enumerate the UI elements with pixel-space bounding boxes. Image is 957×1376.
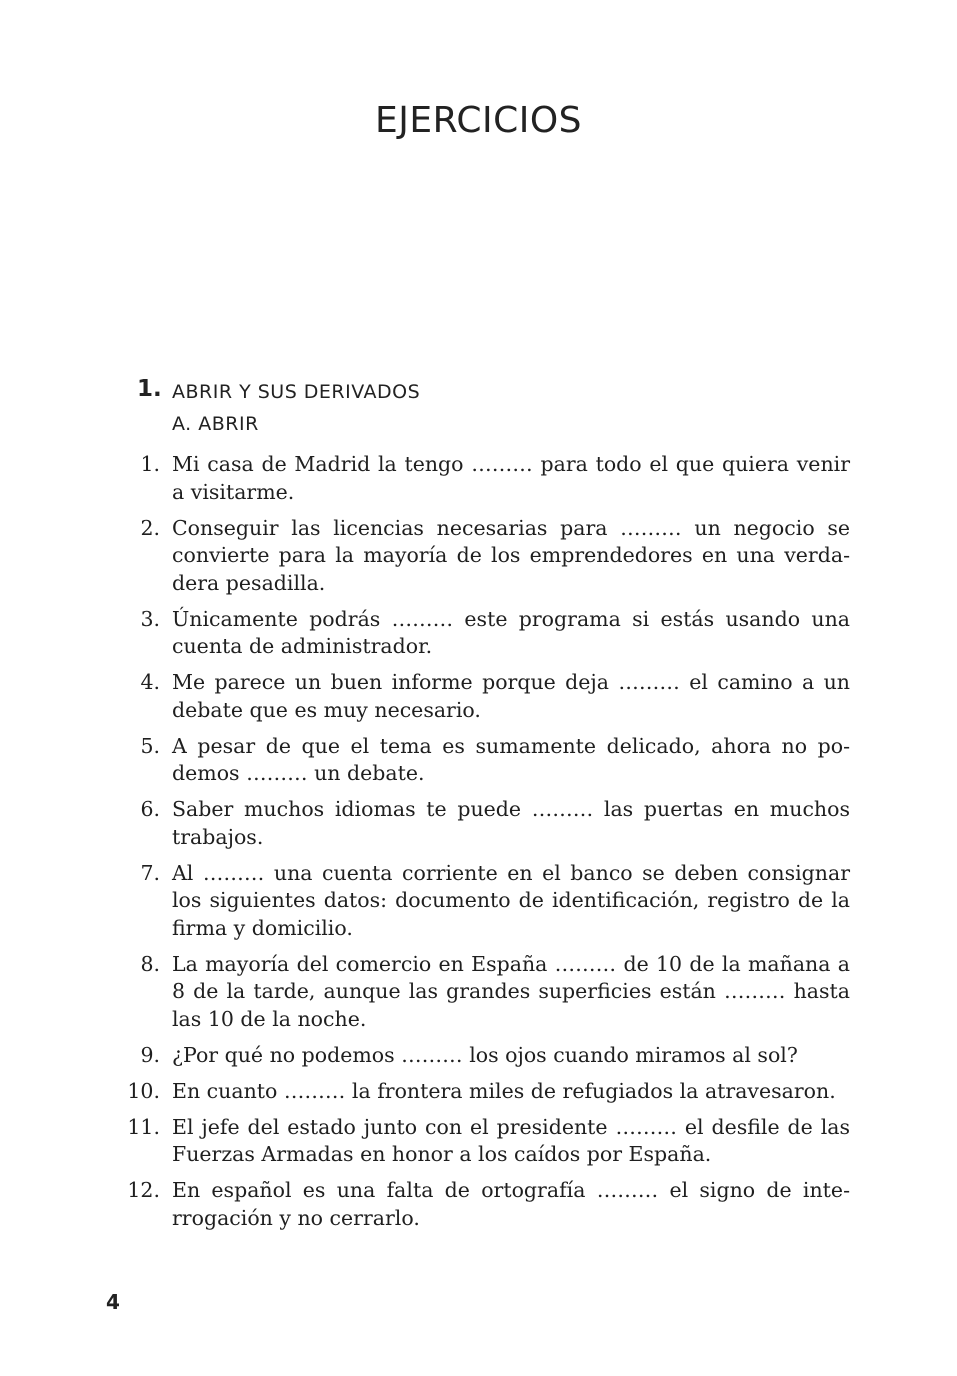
item-number: 4. [140,670,160,694]
page-title: EJERCICIOS [374,100,583,141]
exercise-item [110,860,850,943]
item-text: Únicamente podrás ……… este programa si estás usando una cuenta de administrador. [172,606,850,658]
exercise-item [110,1177,850,1232]
item-number: 9. [140,1042,160,1067]
exercise-item [110,951,850,1034]
item-text: ¿Por qué no podemos ……… los ojos cuando miramos al sol? [172,1042,798,1067]
item-number: 8. [140,951,160,976]
page-number: 4 [106,1290,120,1314]
item-text: La mayoría del comercio en España ……… de 10 de la mañana a 8 de la tarde, aunque las grandes superficies están ……… hasta las 10 de la noche. [172,951,850,1031]
item-text: En español es una falta de ortografía ……… el signo de interrogación y no cerrarlo. [172,1178,850,1230]
item-number: 5. [140,733,160,758]
exercise-item [110,796,850,851]
section-number: 1. [137,376,162,402]
exercise-item [110,1114,850,1169]
section-title: ABRIR Y SUS DERIVADOS [172,381,421,403]
item-text: En cuanto ……… la frontera miles de refugiados la atravesaron. [172,1078,836,1103]
exercise-item [110,606,850,661]
item-number: 1. [140,452,160,476]
section-subtitle: A. ABRIR [172,413,259,435]
exercise-item [110,1042,850,1070]
item-number: 7. [140,860,160,885]
item-text: A pesar de que el tema es sumamente delicado, ahora no podemos ……… un debate. [172,733,850,785]
item-text: Conseguir las licencias necesarias para ……… un negocio se convierte para la mayoría de los emprendedores en una verdadera pesadilla. [172,515,850,595]
exercise-list [110,451,850,1241]
exercise-item [110,451,850,506]
item-text: El jefe del estado junto con el presidente ……… el desfile de las Fuerzas Armadas en honor a los caídos por España. [172,1114,850,1166]
item-text: Mi casa de Madrid la tengo ……… para todo el que quiera venir a visitarme. [172,452,850,504]
item-number: 2. [140,515,160,540]
item-text: Saber muchos idiomas te puede ……… las puertas en muchos trabajos. [172,797,850,849]
exercise-item [110,733,850,788]
item-number: 12. [127,1178,160,1202]
exercise-item [110,1078,850,1106]
exercise-item [110,515,850,598]
item-number: 6. [140,797,160,821]
item-text: Al ……… una cuenta corriente en el banco se deben consignar los siguientes datos: documento de identificación, registro de la firma y domicilio. [172,860,850,940]
item-number: 10. [127,1078,160,1103]
item-number: 3. [140,606,160,631]
item-text: Me parece un buen informe porque deja ……… el camino a un debate que es muy necesario. [172,670,850,722]
exercise-item [110,669,850,724]
item-number: 11. [127,1114,160,1139]
